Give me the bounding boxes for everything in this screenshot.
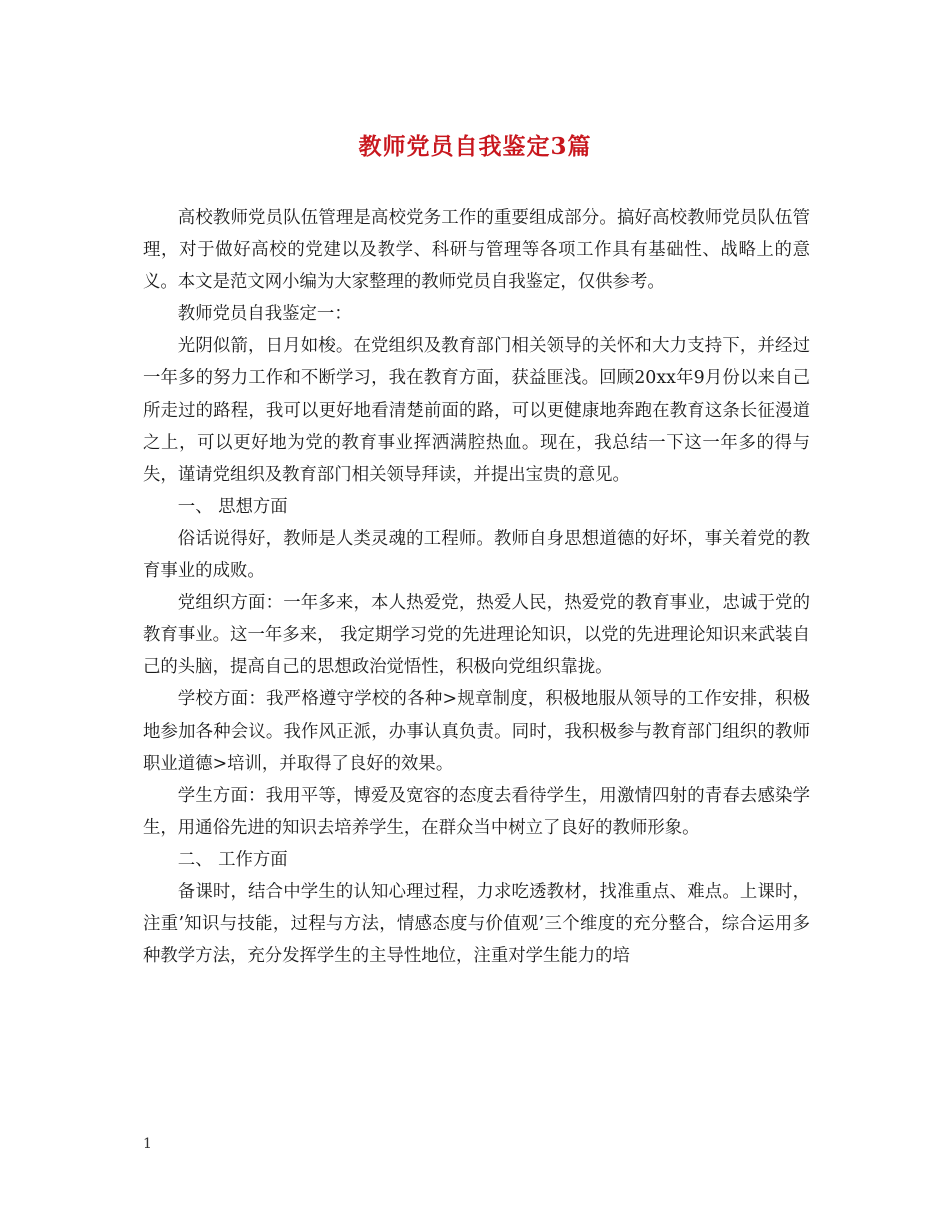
page-number: 1 [143,1136,152,1152]
body-paragraph: 党组织方面：一年多来，本人热爱党，热爱人民，热爱党的教育事业，忠诚于党的教育事业。这一年多来， 我定期学习党的先进理论知识，以党的先进理论知识来武装自己的头脑，提高自己的思想政治觉悟性，积极向党组织靠拢。 [143,593,810,678]
subsection-heading-work: 二、 工作方面 [177,849,288,870]
body-paragraph: 学生方面：我用平等，博爱及宽容的态度去看待学生，用激情四射的青春去感染学生，用通俗先进的知识去培养学生，在群众当中树立了良好的教师形象。 [143,785,810,838]
intro-paragraph: 高校教师党员队伍管理是高校党务工作的重要组成部分。搞好高校教师党员队伍管理，对于做好高校的党建以及教学、科研与管理等各项工作具有基础性、战略上的意义。本文是范文网小编为大家整理的教师党员自我鉴定，仅供参考。 [143,208,810,293]
document-body [143,202,810,972]
subsection-heading-thought: 一、 思想方面 [177,496,288,517]
document-title: 教师党员自我鉴定3篇 [358,133,592,160]
body-paragraph: 俗话说得好，教师是人类灵魂的工程师。教师自身思想道德的好坏，事关着党的教育事业的成败。 [143,528,810,582]
body-paragraph: 学校方面：我严格遵守学校的各种>规章制度，积极地服从领导的工作安排，积极地参加各种会议。我作风正派，办事认真负责。同时，我积极参与教育部门组织的教师职业道德>培训，并取得了良好的效果。 [143,689,810,774]
body-paragraph: 备课时，结合中学生的认知心理过程，力求吃透教材，找准重点、难点。上课时，注重’知识与技能，过程与方法，情感态度与价值观’三个维度的充分整合，综合运用多种教学方法，充分发挥学生的主导性地位，注重对学生能力的培 [143,881,810,967]
body-paragraph: 光阴似箭，日月如梭。在党组织及教育部门相关领导的关怀和大力支持下，并经过一年多的努力工作和不断学习，我在教育方面，获益匪浅。回顾20xx年9月份以来自己所走过的路程，我可以更好地看清楚前面的路，可以更健康地奔跑在教育这条长征漫道之上，可以更好地为党的教育事业挥洒满腔热血。现在，我总结一下这一年多的得与失，谨请党组织及教育部门相关领导拜读，并提出宝贵的意见。 [143,336,810,485]
section-heading-part-one: 教师党员自我鉴定一： [177,304,352,325]
